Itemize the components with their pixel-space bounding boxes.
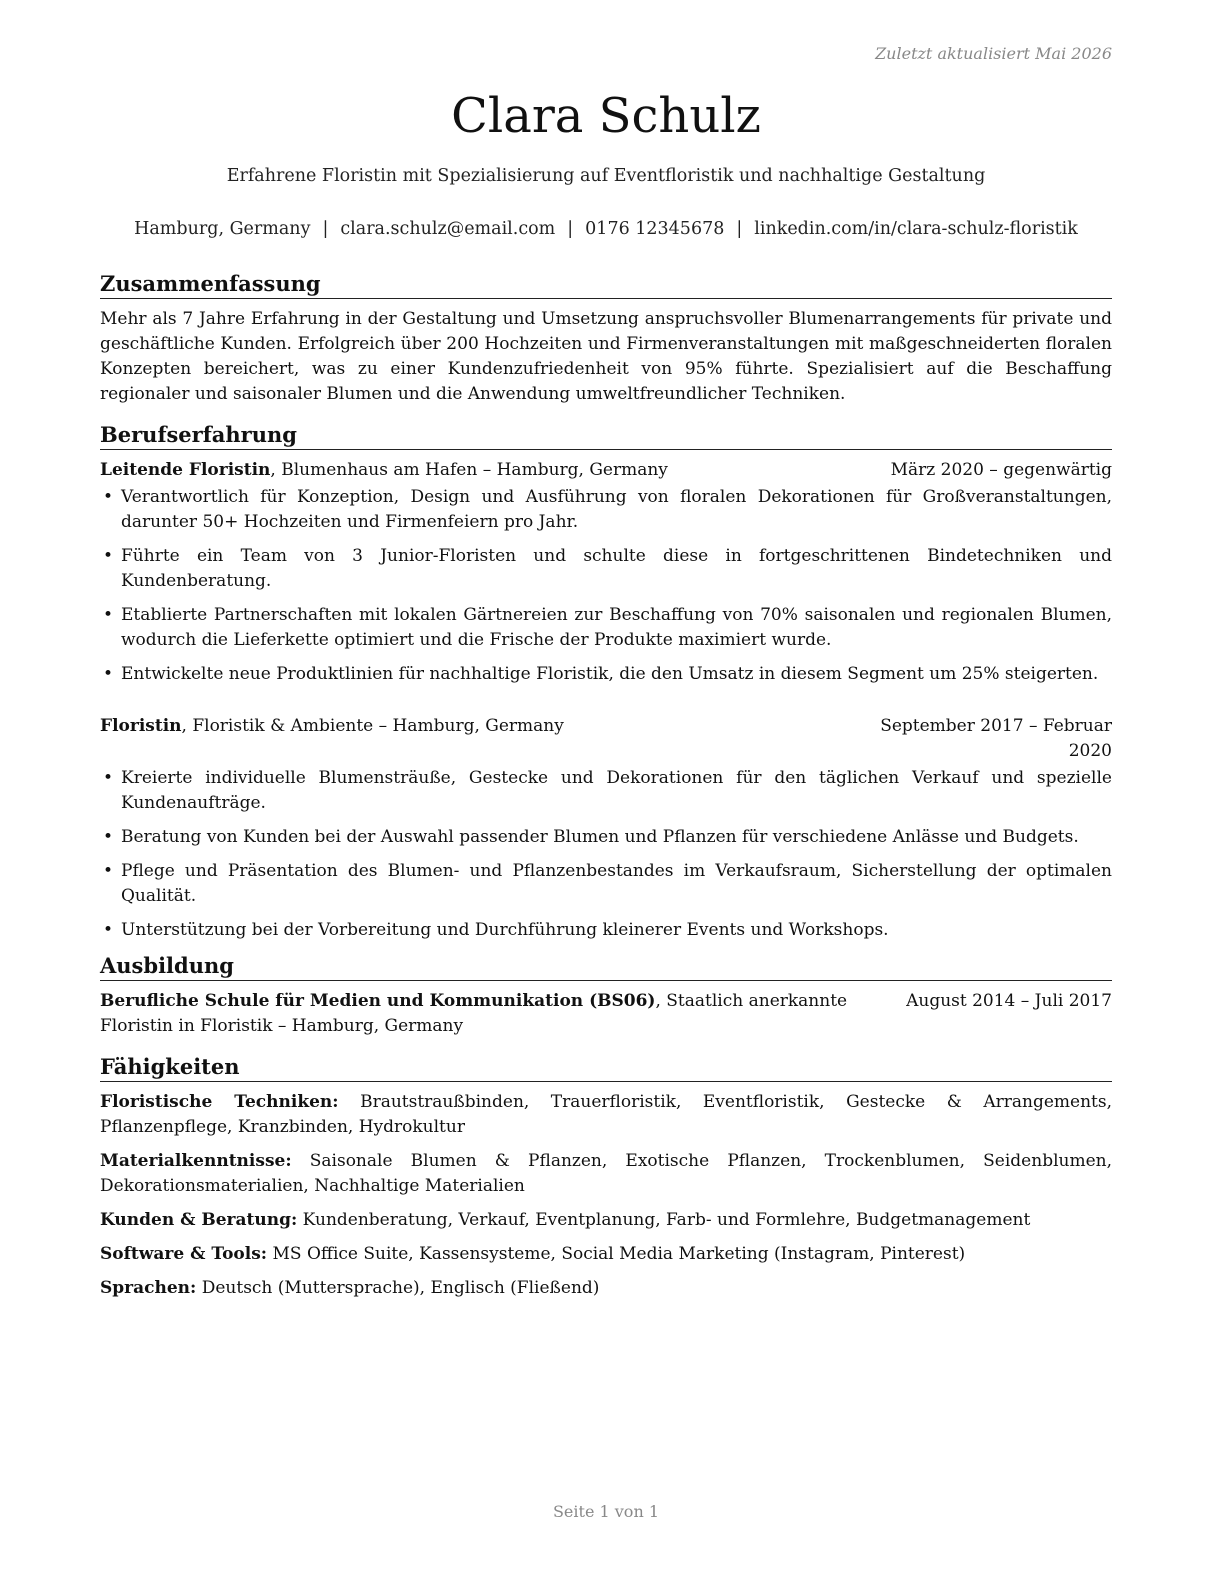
bullet-icon: • xyxy=(103,827,114,847)
skill-label: Materialkenntnisse: xyxy=(100,1151,292,1171)
skill-items: Deutsch (Muttersprache), Englisch (Fließend) xyxy=(201,1278,600,1298)
contact-phone: 0176 12345678 xyxy=(585,219,725,239)
education-dates: August 2014 – Juli 2017 xyxy=(906,991,1112,1011)
tagline: Erfahrene Floristin mit Spezialisierung auf Eventfloristik und nachhaltige Gestaltung xyxy=(226,166,986,186)
resume-page xyxy=(100,0,1112,1584)
skill-items: Saisonale Blumen & Pflanzen, Exotische Pflanzen, Trockenblumen, Seidenblumen, Dekorationsmaterialien, Nachhaltige Materialien xyxy=(100,1151,1112,1196)
job-dates: März 2020 – gegenwärtig xyxy=(890,460,1112,480)
list-item: • Pflege und Präsentation des Blumen- und Pflanzenbestandes im Verkaufsraum, Sicherstellung der optimalen Qualität. xyxy=(103,861,1112,906)
bullet-icon: • xyxy=(103,487,114,507)
job-entry xyxy=(100,458,1112,687)
candidate-name: Clara Schulz xyxy=(451,88,761,144)
job-header xyxy=(100,714,1112,764)
skill-label: Sprachen: xyxy=(100,1278,197,1298)
job-header xyxy=(100,458,1112,483)
contact-location: Hamburg, Germany xyxy=(134,219,311,239)
skill-group xyxy=(100,1090,1112,1140)
job-company: , Floristik & Ambiente – Hamburg, Germany xyxy=(181,716,564,736)
skill-items: Kundenberatung, Verkauf, Eventplanung, Farb- und Formlehre, Budgetmanagement xyxy=(302,1210,1031,1230)
skill-group xyxy=(100,1208,1112,1233)
job-entry xyxy=(100,714,1112,943)
summary-text: Mehr als 7 Jahre Erfahrung in der Gestaltung und Umsetzung anspruchsvoller Blumenarrangements für private und geschäftliche Kunden. Erfolgreich über 200 Hochzeiten und Firmenveranstaltungen mit maßgeschneiderten floralen Konzepten bereichert, was zu einer Kundenzufriedenheit von 95% führte. Spezialisiert auf die Beschaffung regionaler und saisonaler Blumen und die Anwendung umweltfreundlicher Techniken. xyxy=(100,309,1112,404)
job-bullets xyxy=(100,485,1112,687)
skill-label: Floristische Techniken: xyxy=(100,1092,339,1112)
job-role: Floristin xyxy=(100,716,182,736)
section-title-education: Ausbildung xyxy=(100,952,1112,981)
education-entry xyxy=(100,989,1112,1039)
education-degree: , Staatlich anerkannte Floristin in Floristik – Hamburg, Germany xyxy=(100,991,848,1036)
skill-group xyxy=(100,1242,1112,1267)
section-title-experience: Berufserfahrung xyxy=(100,421,1112,450)
bullet-icon: • xyxy=(103,664,114,684)
skill-items: MS Office Suite, Kassensysteme, Social Media Marketing (Instagram, Pinterest) xyxy=(272,1244,966,1264)
last-updated: Zuletzt aktualisiert Mai 2026 xyxy=(875,44,1112,63)
bullet-icon: • xyxy=(103,546,114,566)
skill-label: Software & Tools: xyxy=(100,1244,268,1264)
list-item: • Unterstützung bei der Vorbereitung und Durchführung kleinerer Events und Workshops. xyxy=(100,918,1112,943)
list-item: • Führte ein Team von 3 Junior-Floristen und schulte diese in fortgeschrittenen Bindetechniken und Kundenberatung. xyxy=(103,546,1112,591)
section-title-skills: Fähigkeiten xyxy=(100,1053,1112,1082)
bullet-icon: • xyxy=(103,768,114,788)
education-school: Berufliche Schule für Medien und Kommunikation (BS06) xyxy=(100,991,656,1011)
job-company: , Blumenhaus am Hafen – Hamburg, Germany xyxy=(270,460,668,480)
skill-label: Kunden & Beratung: xyxy=(100,1210,298,1230)
bullet-icon: • xyxy=(103,920,114,940)
contact-separator: | xyxy=(567,219,574,239)
resume-content xyxy=(100,270,1112,1310)
section-title-summary: Zusammenfassung xyxy=(100,270,1112,299)
skill-items: Brautstraußbinden, Trauerfloristik, Eventfloristik, Gestecke & Arrangements, Pflanzenpflege, Kranzbinden, Hydrokultur xyxy=(100,1092,1113,1137)
list-item: • Etablierte Partnerschaften mit lokalen Gärtnereien zur Beschaffung von 70% saisonalen und regionalen Blumen, wodurch die Lieferkette optimiert und die Frische der Produkte maximiert wurde. xyxy=(103,605,1112,650)
job-dates: September 2017 – Februar 2020 xyxy=(880,716,1112,761)
job-role: Leitende Floristin xyxy=(100,460,271,480)
list-item: • Beratung von Kunden bei der Auswahl passender Blumen und Pflanzen für verschiedene Anlässe und Budgets. xyxy=(100,825,1112,850)
contact-separator: | xyxy=(322,219,329,239)
contact-email[interactable]: clara.schulz@email.com xyxy=(340,219,556,239)
contact-line xyxy=(100,219,1112,239)
list-item: • Verantwortlich für Konzeption, Design und Ausführung von floralen Dekorationen für Großveranstaltungen, darunter 50+ Hochzeiten und Firmenfeiern pro Jahr. xyxy=(103,487,1112,532)
contact-separator: | xyxy=(736,219,743,239)
bullet-icon: • xyxy=(103,861,114,881)
skill-group xyxy=(100,1149,1112,1199)
contact-linkedin[interactable]: linkedin.com/in/clara-schulz-floristik xyxy=(754,219,1078,239)
bullet-icon: • xyxy=(103,605,114,625)
list-item: • Entwickelte neue Produktlinien für nachhaltige Floristik, die den Umsatz in diesem Segment um 25% steigerten. xyxy=(100,662,1112,687)
job-bullets xyxy=(100,766,1112,943)
list-item: • Kreierte individuelle Blumensträuße, Gestecke und Dekorationen für den täglichen Verkauf und spezielle Kundenaufträge. xyxy=(103,768,1112,813)
skill-group xyxy=(100,1276,1112,1301)
page-number: Seite 1 von 1 xyxy=(552,1502,660,1521)
